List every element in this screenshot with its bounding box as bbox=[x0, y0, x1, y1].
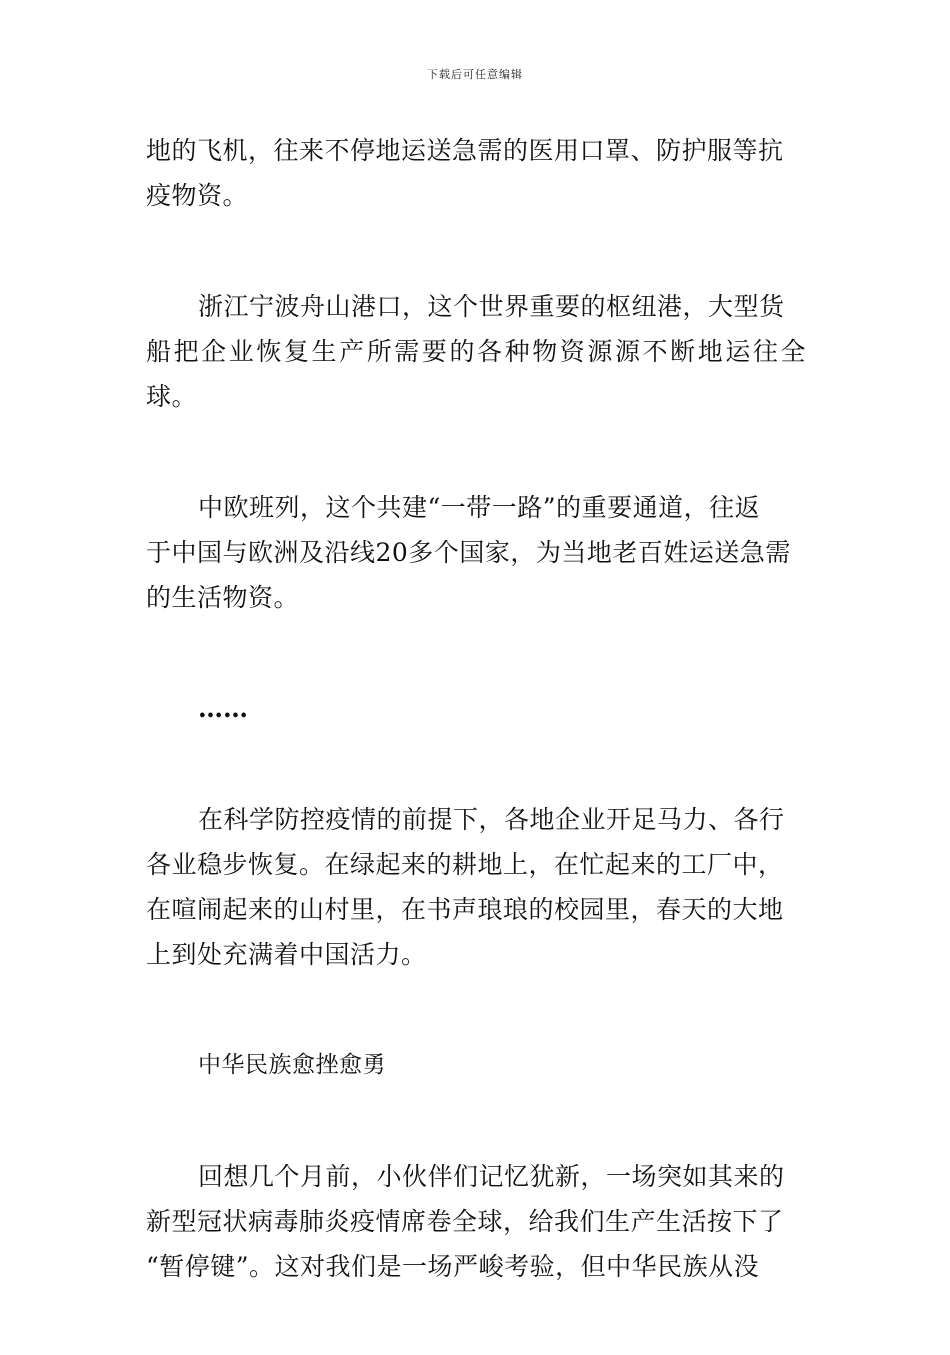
section-heading: 中华民族愈挫愈勇 bbox=[198, 1052, 386, 1078]
document-body bbox=[146, 128, 806, 1355]
paragraph-recall: 回想几个月前，小伙伴们记忆犹新，一场突如其来的 新型冠状病毒肺炎疫情席卷全球，给我们生产生活按下了 “暂停键”。这对我们是一场严峻考验，但中华民族从没 bbox=[146, 1162, 785, 1281]
paragraph-ellipsis: …… bbox=[198, 694, 248, 723]
paragraph-recovery: 在科学防控疫情的前提下，各地企业开足马力、各行 各业稳步恢复。在绿起来的耕地上，在忙起来的工厂中， 在喧闹起来的山村里，在书声琅琅的校园里，春天的大地 上到处充满着中国活力。 bbox=[146, 805, 785, 969]
paragraph-china-europe-railway: 中欧班列，这个共建“一带一路”的重要通道，往返 于中国与欧洲及沿线20多个国家，为当地老百姓运送急需 的生活物资。 bbox=[146, 493, 791, 612]
page-header-note: 下载后可任意编辑 bbox=[427, 68, 523, 81]
paragraph-ningbo-port: 浙江宁波舟山港口，这个世界重要的枢纽港，大型货 船把企业恢复生产所需要的各种物资源源不断地运往全球。 bbox=[146, 292, 806, 411]
paragraph-continued-aircraft: 地的飞机，往来不停地运送急需的医用口罩、防护服等抗 疫物资。 bbox=[146, 136, 784, 210]
